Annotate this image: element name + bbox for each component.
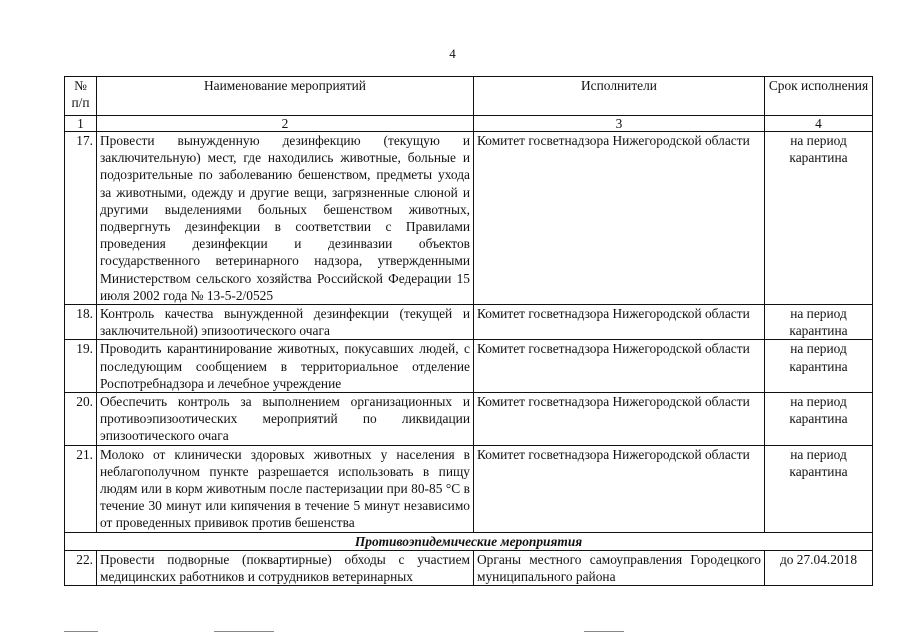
header-num: № п/п <box>65 77 97 116</box>
executor: Комитет госветнадзора Нижегородской области <box>474 132 765 305</box>
executor: Комитет госветнадзора Нижегородской области <box>474 393 765 446</box>
column-number: 3 <box>474 116 765 132</box>
section-row <box>65 532 873 550</box>
page-number: 4 <box>449 46 456 61</box>
term: на период карантина <box>765 445 873 532</box>
term: на период карантина <box>765 340 873 393</box>
row-number: 20. <box>65 393 97 446</box>
term: на период карантина <box>765 393 873 446</box>
term: до 27.04.2018 <box>765 550 873 585</box>
table-row <box>65 132 873 305</box>
column-number: 2 <box>97 116 474 132</box>
header-executors: Исполнители <box>474 77 765 116</box>
term: на период карантина <box>765 305 873 340</box>
measure-name: Провести вынужденную дезинфекцию (текущую и заключительную) мест, где находились животные, больные и подозрительные по заболеванию бешенством, предметы ухода за животными, одежду и другие вещи, загрязненные слюной и другими выделениями больных бешенством животных, подвергнуть дезинфекции в соответствии с Правилами проведения дезинфекции и дезинвазии объектов государственного ветеринарного надзора, утвержденными Министерством сельского хозяйства Российской Федерации 15 июля 2002 года № 13-5-2/0525 <box>97 132 474 305</box>
table-row <box>65 445 873 532</box>
executor: Комитет госветнадзора Нижегородской области <box>474 340 765 393</box>
table-row <box>65 550 873 585</box>
executor: Комитет госветнадзора Нижегородской области <box>474 445 765 532</box>
row-number: 22. <box>65 550 97 585</box>
table-header-row <box>65 77 873 116</box>
scan-artifact-marks <box>64 628 864 638</box>
executor: Комитет госветнадзора Нижегородской области <box>474 305 765 340</box>
measures-table <box>64 76 873 586</box>
header-name: Наименование мероприятий <box>97 77 474 116</box>
measure-name: Молоко от клинически здоровых животных у населения в неблагополучном пункте разрешается использовать в пищу людям или в корм животным после пастеризации при 80-85 °С в течение 30 минут или кипячения в течение 5 минут независимо от проведенных прививок против бешенства <box>97 445 474 532</box>
measure-name: Провести подворные (поквартирные) обходы с участием медицинских работников и сотрудников ветеринарных <box>97 550 474 585</box>
row-number: 17. <box>65 132 97 305</box>
measure-name: Контроль качества вынужденной дезинфекции (текущей и заключительной) эпизоотического очага <box>97 305 474 340</box>
row-number: 18. <box>65 305 97 340</box>
row-number: 19. <box>65 340 97 393</box>
column-number: 1 <box>65 116 97 132</box>
header-term: Срок исполнения <box>765 77 873 116</box>
section-title: Противоэпидемические мероприятия <box>65 532 873 550</box>
column-number: 4 <box>765 116 873 132</box>
executor: Органы местного самоуправления Городецкого муниципального района <box>474 550 765 585</box>
column-number-row <box>65 116 873 132</box>
table-row <box>65 305 873 340</box>
measure-name: Обеспечить контроль за выполнением организационных и противоэпизоотических мероприятий по ликвидации эпизоотического очага <box>97 393 474 446</box>
term: на период карантина <box>765 132 873 305</box>
table-row <box>65 340 873 393</box>
measure-name: Проводить карантинирование животных, покусавших людей, с последующим сообщением в территориальное отделение Роспотребнадзора и лечебное учреждение <box>97 340 474 393</box>
row-number: 21. <box>65 445 97 532</box>
table-row <box>65 393 873 446</box>
